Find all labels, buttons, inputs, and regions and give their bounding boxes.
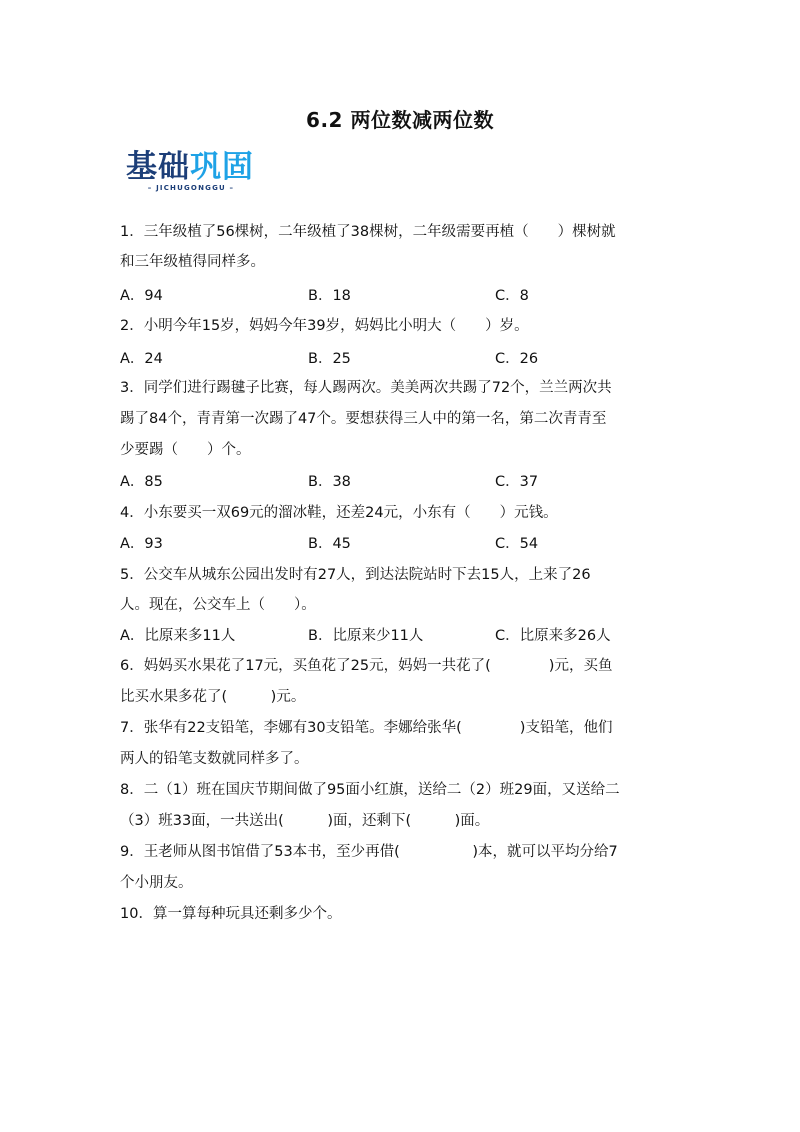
page-title: 6.2 两位数减两位数 bbox=[306, 108, 494, 132]
question-5-line-2: 人。现在，公交车上（ ）。 bbox=[120, 597, 316, 613]
question-5-options bbox=[120, 624, 680, 646]
question-4-options bbox=[120, 532, 680, 554]
question-8-line-1: 8．二（1）班在国庆节期间做了95面小红旗，送给二（2）班29面，又送给二 bbox=[120, 782, 620, 798]
logo-text-light: 巩固 bbox=[190, 149, 254, 185]
question-1-line-1: 1．三年级植了56棵树，二年级植了38棵树，二年级需要再植（ ）棵树就 bbox=[120, 224, 616, 240]
question-8-line-2: （3）班33面，一共送出( )面，还剩下( )面。 bbox=[120, 813, 490, 829]
question-7-line-2: 两人的铅笔支数就同样多了。 bbox=[120, 751, 309, 767]
question-9-line-1: 9．王老师从图书馆借了53本书，至少再借( )本，就可以平均分给7 bbox=[120, 844, 618, 860]
question-3-line-3: 少要踢（ ）个。 bbox=[120, 442, 251, 458]
question-7-line-1: 7．张华有22支铅笔，李娜有30支铅笔。李娜给张华( )支铅笔，他们 bbox=[120, 720, 613, 736]
option-b: B．比原来少11人 bbox=[308, 628, 424, 644]
question-1-options bbox=[120, 284, 680, 306]
question-4-line-1: 4．小东要买一双69元的溜冰鞋，还差24元，小东有（ ）元钱。 bbox=[120, 505, 558, 521]
option-a: A．94 bbox=[120, 288, 163, 304]
option-c: C．54 bbox=[495, 536, 539, 552]
question-2-options bbox=[120, 347, 680, 369]
section-logo bbox=[126, 150, 268, 196]
question-3-line-1: 3．同学们进行踢毽子比赛，每人踢两次。美美两次共踢了72个，兰兰两次共 bbox=[120, 380, 612, 396]
question-5-line-1: 5．公交车从城东公园出发时有27人，到达法院站时下去15人，上来了26 bbox=[120, 567, 591, 583]
logo-text-dark: 基础 bbox=[126, 149, 190, 185]
question-3-options bbox=[120, 470, 680, 492]
question-10-line-1: 10．算一算每种玩具还剩多少个。 bbox=[120, 906, 342, 922]
question-2-line-1: 2．小明今年15岁，妈妈今年39岁，妈妈比小明大（ ）岁。 bbox=[120, 318, 529, 334]
option-c: C．37 bbox=[495, 474, 539, 490]
question-3-line-2: 踢了84个，青青第一次踢了47个。要想获得三人中的第一名，第二次青青至 bbox=[120, 411, 607, 427]
option-a: A．93 bbox=[120, 536, 163, 552]
question-6-line-1: 6．妈妈买水果花了17元，买鱼花了25元，妈妈一共花了( )元，买鱼 bbox=[120, 658, 613, 674]
option-a: A．85 bbox=[120, 474, 163, 490]
option-c: C．26 bbox=[495, 351, 539, 367]
logo-main-text bbox=[126, 150, 268, 184]
option-b: B．38 bbox=[308, 474, 351, 490]
option-c: C．比原来多26人 bbox=[495, 628, 611, 644]
logo-subtitle: – JICHUGONGGU – bbox=[147, 184, 235, 192]
option-b: B．25 bbox=[308, 351, 351, 367]
option-c: C．8 bbox=[495, 288, 529, 304]
option-a: A．24 bbox=[120, 351, 163, 367]
question-6-line-2: 比买水果多花了( )元。 bbox=[120, 689, 306, 705]
option-a: A．比原来多11人 bbox=[120, 628, 236, 644]
question-9-line-2: 个小朋友。 bbox=[120, 875, 193, 891]
option-b: B．18 bbox=[308, 288, 351, 304]
option-b: B．45 bbox=[308, 536, 351, 552]
question-1-line-2: 和三年级植得同样多。 bbox=[120, 254, 265, 270]
